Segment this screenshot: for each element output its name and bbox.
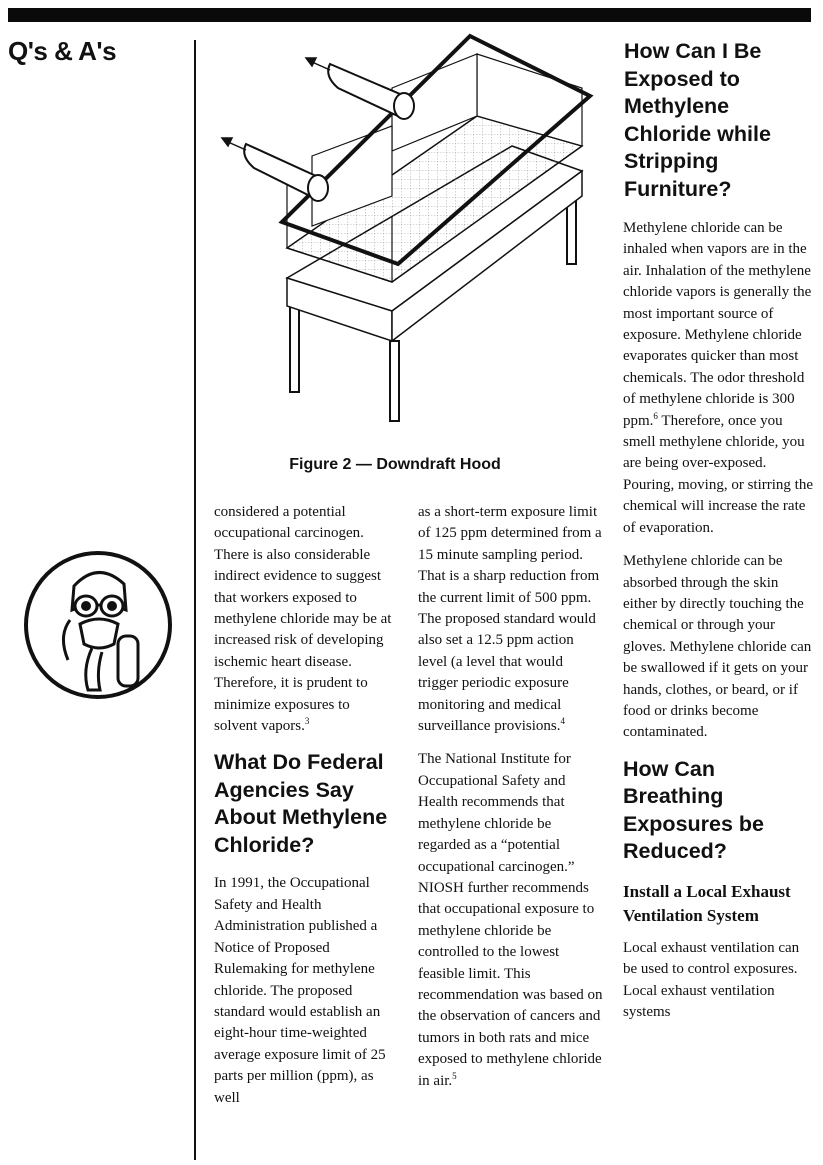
column-3: [623, 218, 815, 1035]
paragraph-osha-continued: [418, 502, 604, 737]
paragraph-skin: Methylene chloride can be absorbed through the skin either by directly touching the chemical or through your gloves. Methylene chloride can be swallowed if it gets on your hands, clothes, or beard, or if food or drinks become contaminated.: [623, 553, 812, 741]
paragraph-local-exhaust: Local exhaust ventilation can be used to control exposures. Local exhaust ventilation systems: [623, 939, 800, 1020]
heading-reduce-exposure: How Can Breathing Exposures be Reduced?: [623, 756, 764, 864]
heading-federal-agencies: What Do Federal Agencies Say About Methylene Chloride?: [214, 750, 388, 857]
figure-caption: Figure 2 — Downdraft Hood: [289, 456, 501, 473]
column-2: [418, 502, 604, 1104]
paragraph-text: as a short-term exposure limit of 125 ppm determined from a 15 minute sampling period. That is a sharp reduction from the current limit of 500 ppm. The proposed standard would also set a 12.5 ppm action level (a level that would trigger periodic exposure monitoring and medical surveillance provisions.: [418, 504, 602, 735]
paragraph-osha: In 1991, the Occupational Safety and Health Administration published a Notice of Proposed Rulemaking for methylene chloride. The proposed standard would establish an eight-hour time-weighted average exposure limit of 25 parts per million (ppm), as well: [214, 875, 386, 1106]
paragraph-text: Methylene chloride can be inhaled when vapors are in the air. Inhalation of the methylene chloride vapors is generally the most important source of exposure. Methylene chloride evaporates quicker than most chemicals. The odor threshold of methylene chloride is 300 ppm.: [623, 220, 812, 429]
paragraph-text: considered a potential occupational carcinogen. There is also considerable indirect evidence to suggest that workers exposed to methylene chloride may be at increased risk of developing ischemic heart disease. Therefore, it is prudent to minimize exposures to solvent vapors.: [214, 504, 392, 735]
paragraph-text: Therefore, once you smell methylene chloride, you are being over-exposed. Pouring, moving, or stirring the chemical will increase the rate of evaporation.: [623, 412, 813, 536]
section-label: Q's & A's: [8, 36, 117, 66]
vertical-divider: [194, 40, 196, 1160]
footnote-ref: 4: [560, 716, 565, 727]
paragraph-inhalation: [623, 218, 815, 539]
footnote-ref: 5: [452, 1070, 457, 1081]
paragraph-text: The National Institute for Occupational Safety and Health recommends that methylene chloride be regarded as a “potential occupational carcinogen.” NIOSH further recommends that occupational exposure to methylene chloride be controlled to the lowest feasible limit. This recommendation was based on the observation of cancers and tumors in both rats and mice exposed to methylene chloride in air.: [418, 751, 603, 1089]
respirator-icon: [22, 540, 174, 710]
heading-exposure-routes: How Can I Be Exposed to Methylene Chloride while Stripping Furniture?: [624, 39, 771, 201]
column-1: [214, 502, 396, 1121]
subheading-local-exhaust: Install a Local Exhaust Ventilation System: [623, 881, 791, 925]
paragraph-carcinogen: [214, 502, 396, 737]
downdraft-hood-illustration: [212, 26, 602, 446]
top-rule-bar: [8, 8, 811, 22]
footnote-ref: 3: [304, 716, 310, 727]
footnote-ref: 6: [653, 410, 658, 421]
paragraph-niosh: [418, 749, 604, 1092]
